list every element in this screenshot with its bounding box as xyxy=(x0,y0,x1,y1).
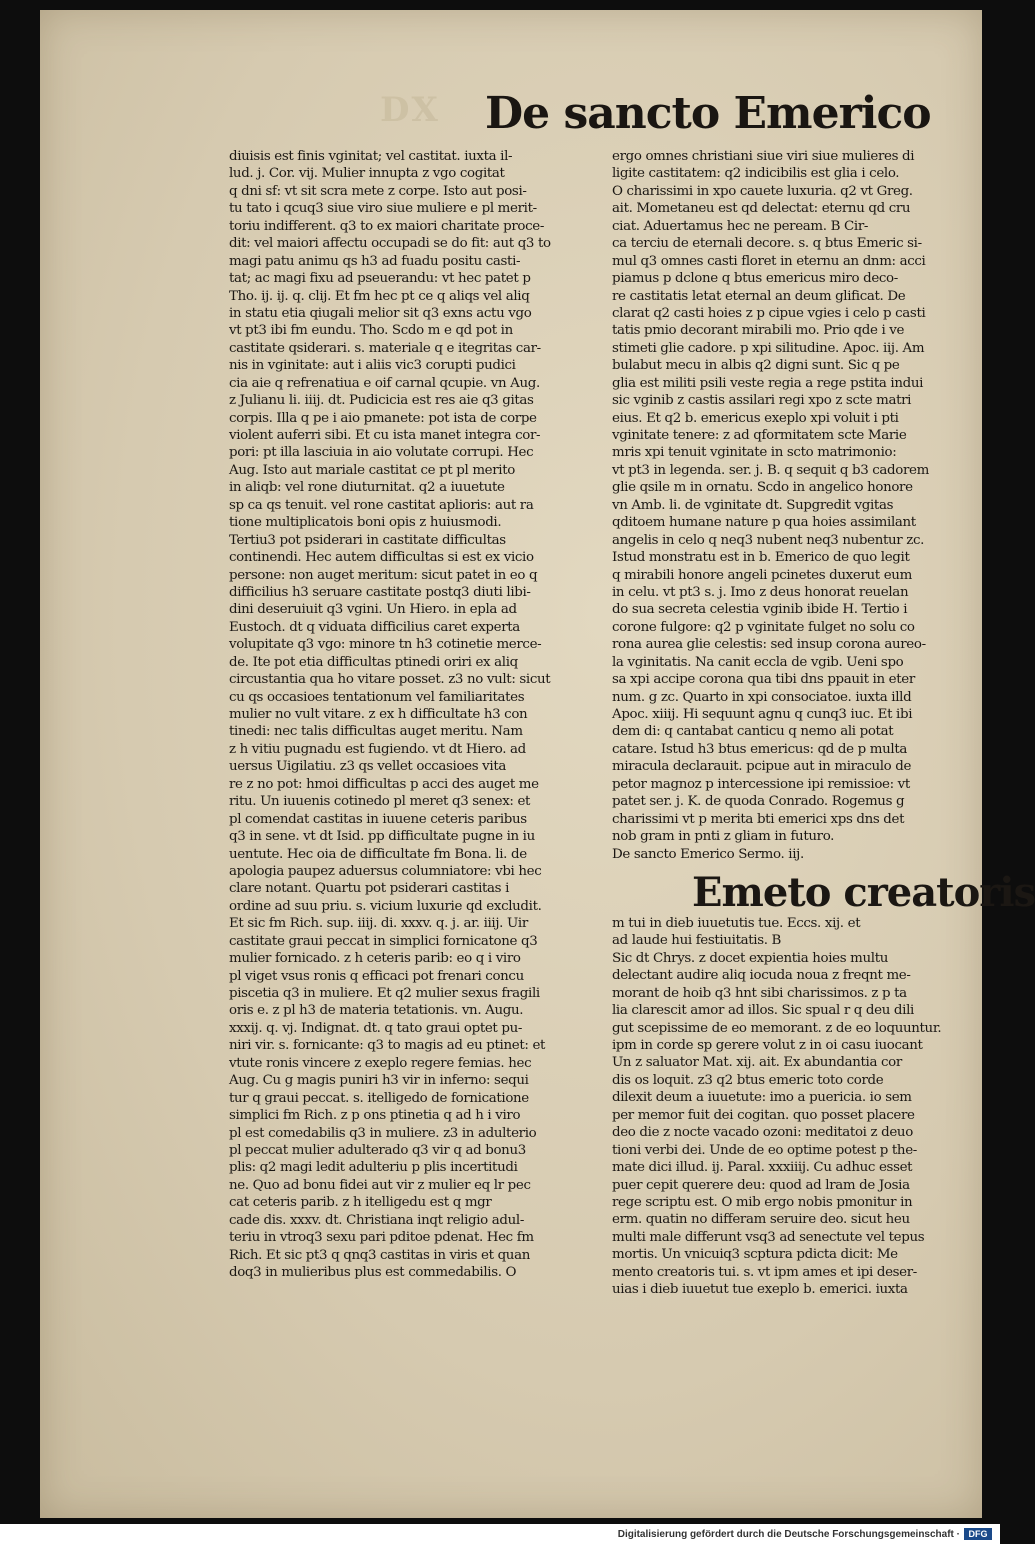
text-line: vt pt3 in legenda. ser. j. B. q sequit q b3 cadorem xyxy=(612,462,929,478)
text-line: castitate graui peccat in simplici fornicatone q3 xyxy=(229,933,538,949)
text-line: continendi. Hec autem difficultas si est ex vicio xyxy=(229,550,534,566)
text-line: dit: vel maiori affectu occupadi se do fit: aut q3 to xyxy=(229,236,551,252)
text-line: De sancto Emerico Sermo. iij. xyxy=(612,846,804,862)
text-line: tu tato i qcuq3 siue viro siue muliere e pl merit- xyxy=(229,201,537,217)
text-line: apologia paupez aduersus columniatore: vbi hec xyxy=(229,863,542,879)
text-line: num. g zc. Quarto in xpi consociatoe. iuxta illd xyxy=(612,689,912,705)
text-line: erm. quatin no differam seruire deo. sicut heu xyxy=(612,1212,910,1228)
text-line: castitate qsiderari. s. materiale q e itegritas car- xyxy=(229,340,541,356)
text-line: rege scriptu est. O mib ergo nobis pmonitur in xyxy=(612,1194,913,1210)
text-line: gut scepissime de eo memorant. z de eo loquuntur. xyxy=(612,1020,942,1036)
text-line: ciat. Aduertamus hec ne peream. B Cir- xyxy=(612,218,869,234)
text-line: vtute ronis vincere z exeplo regere femias. hec xyxy=(229,1055,532,1071)
text-line: ritu. Un iuuenis cotinedo pl meret q3 senex: et xyxy=(229,794,531,810)
text-line: in statu etia qiugali melior sit q3 exns actu vgo xyxy=(229,305,532,321)
text-line: vt pt3 ibi fm eundu. Tho. Scdo m e qd pot in xyxy=(229,323,513,339)
text-line: re z no pot: hmoi difficultas p acci des auget me xyxy=(229,776,539,792)
text-line: niri vir. s. fornicante: q3 to magis ad eu ptinet: et xyxy=(229,1038,546,1054)
text-line: tat; ac magi fixu ad pseuerandu: vt hec patet p xyxy=(229,271,531,287)
text-line: clarat q2 casti hoies z p cipue vgies i celo p casti xyxy=(612,305,926,321)
text-line: ergo omnes christiani siue viri siue mulieres di xyxy=(612,149,915,164)
text-line: z h vitiu pugnadu est fugiendo. vt dt Hiero. ad xyxy=(229,741,526,757)
text-line: sa xpi accipe corona qua tibi dns ppauit in eter xyxy=(612,672,915,688)
text-line: z Julianu li. iiij. dt. Pudicicia est res aie q3 gitas xyxy=(229,393,534,409)
text-line: in celu. vt pt3 s. j. Imo z deus honorat reuelan xyxy=(612,584,909,600)
text-line: lud. j. Cor. vij. Mulier innupta z vgo cogitat xyxy=(229,166,505,182)
text-line: cat ceteris parib. z h itelligedu est q mgr xyxy=(229,1195,492,1211)
text-line: lia clarescit amor ad illos. Sic spual r q deu dili xyxy=(612,1003,914,1019)
text-line: ca terciu de eternali decore. s. q btus Emeric si- xyxy=(612,236,922,252)
text-line: glie qsile m in ornatu. Scdo in angelico honore xyxy=(612,480,913,496)
text-line: do sua secreta celestia vginib ibide H. Tertio i xyxy=(612,602,908,618)
text-line: mulier no vult vitare. z ex h difficultate h3 con xyxy=(229,707,528,722)
text-line: cu qs occasioes tentationum vel familiaritates xyxy=(229,689,525,705)
text-line: sic vginib z castis assilari regi xpo z scte matri xyxy=(612,393,912,409)
text-line: teriu in vtroq3 sexu pari pditoe pdenat. Hec fm xyxy=(229,1230,534,1246)
text-line: tione multiplicatois boni opis z huiusmodi. xyxy=(229,515,502,531)
text-line: mul q3 omnes casti floret in eternu an dnm: acci xyxy=(612,253,926,269)
text-line: plis: q2 magi ledit adulteriu p plis incertitudi xyxy=(229,1160,518,1176)
sermon-heading: Emeto creatoris xyxy=(692,868,1035,916)
text-line: O charissimi in xpo cauete luxuria. q2 vt Greg. xyxy=(612,183,913,199)
footer-text: Digitalisierung gefördert durch die Deutsche Forschungsgemeinschaft · xyxy=(617,1529,960,1540)
text-line: volupitate q3 vgo: minore tn h3 cotinetie merce- xyxy=(229,637,542,653)
text-line: deo die z nocte vacado ozoni: meditatoi z deuo xyxy=(612,1125,913,1141)
text-line: puer cepit querere deu: quod ad lram de Josia xyxy=(612,1177,910,1193)
text-line: pl peccat mulier adulterado q3 vir q ad bonu3 xyxy=(229,1142,526,1158)
text-line: delectant audire aliq iocuda noua z freqnt me- xyxy=(612,968,911,984)
text-line: mento creatoris tui. s. vt ipm ames et ipi deser- xyxy=(612,1264,917,1280)
text-line: persone: non auget meritum: sicut patet in eo q xyxy=(229,567,538,583)
bleed-through-text: DX xyxy=(380,90,440,130)
running-head: De sancto Emerico xyxy=(485,88,931,139)
text-line: morant de hoib q3 hnt sibi charissimos. z p ta xyxy=(612,985,907,1001)
text-line: cia aie q refrenatiua e oif carnal qcupie. vn Aug. xyxy=(229,375,540,391)
text-line: simplici fm Rich. z p ons ptinetia q ad h i viro xyxy=(229,1108,521,1124)
text-line: circustantia qua ho vitare posset. z3 no vult: sicut xyxy=(229,672,551,688)
text-line: pl est comedabilis q3 in muliere. z3 in adulterio xyxy=(229,1125,537,1141)
text-line: uersus Uigilatiu. z3 qs vellet occasioes vita xyxy=(229,759,506,775)
text-line: de. Ite pot etia difficultas ptinedi oriri ex aliq xyxy=(229,654,518,670)
text-line: uentute. Hec oia de difficultate fm Bona. li. de xyxy=(229,846,527,862)
text-line: la vginitatis. Na canit eccla de vgib. Ueni spo xyxy=(612,654,904,670)
text-line: difficilius h3 seruare castitate postq3 diuti libi- xyxy=(229,584,531,600)
text-line: bulabut mecu in albis q2 digni sunt. Sic q pe xyxy=(612,358,900,374)
text-line: Et sic fm Rich. sup. iiij. di. xxxv. q. j. ar. iiij. Uir xyxy=(229,916,528,932)
text-line: angelis in celo q neq3 nubent neq3 nubentur zc. xyxy=(612,532,925,548)
text-line: dilexit deum a iuuetute: imo a puericia. io sem xyxy=(612,1090,912,1106)
text-line: miracula declarauit. pcipue aut in miraculo de xyxy=(612,759,912,775)
text-line: diuisis est finis vginitat; vel castitat. iuxta il- xyxy=(229,149,513,164)
text-line: uias i dieb iuuetut tue exeplo b. emerici. iuxta xyxy=(612,1282,908,1298)
text-line: m tui in dieb iuuetutis tue. Eccs. xij. et xyxy=(612,915,861,931)
text-line: corone fulgore: q2 p vginitate fulget no solu co xyxy=(612,619,915,635)
text-line: piamus p dclone q btus emericus miro deco- xyxy=(612,271,898,287)
text-line: xxxij. q. vj. Indignat. dt. q tato graui optet pu- xyxy=(229,1020,523,1036)
text-line: pori: pt illa lasciuia in aio volutate corrupi. Hec xyxy=(229,445,534,461)
left-column xyxy=(229,148,589,1281)
text-line: ne. Quo ad bonu fidei aut vir z mulier eq lr pec xyxy=(229,1177,531,1193)
text-line: sp ca qs tenuit. vel rone castitat aplioris: aut ra xyxy=(229,497,534,513)
text-line: Rich. Et sic pt3 q qnq3 castitas in viris et quan xyxy=(229,1247,530,1263)
text-line: magi patu animu qs h3 ad fuadu positu casti- xyxy=(229,253,521,269)
text-line: multi male differunt vsq3 ad senectute vel tepus xyxy=(612,1229,925,1245)
text-line: violent auferri sibi. Et cu ista manet integra cor- xyxy=(229,428,541,443)
text-line: mortis. Un vnicuiq3 scptura pdicta dicit: Me xyxy=(612,1247,898,1263)
right-column xyxy=(612,148,1035,1299)
text-line: oris e. z pl h3 de materia tetationis. vn. Augu. xyxy=(229,1003,524,1019)
text-line: tinedi: nec talis difficultas auget meritu. Nam xyxy=(229,724,523,740)
text-line: pl comendat castitas in iuuene ceteris paribus xyxy=(229,811,527,827)
text-line: Eustoch. dt q viduata difficilius caret experta xyxy=(229,619,520,635)
text-line: in aliqb: vel rone diuturnitat. q2 a iuuetute xyxy=(229,480,505,496)
text-line: dem di: q cantabat canticu q nemo ali potat xyxy=(612,724,894,740)
text-line: Un z saluator Mat. xij. ait. Ex abundantia cor xyxy=(612,1055,902,1071)
text-line: re castitatis letat eternal an deum glificat. De xyxy=(612,288,906,304)
text-line: Tho. ij. ij. q. clij. Et fm hec pt ce q aliqs vel aliq xyxy=(229,288,530,304)
text-line: charissimi vt p merita bti emerici xps dns det xyxy=(612,811,905,827)
text-line: mris xpi tenuit vginitate in scto matrimonio: xyxy=(612,445,897,461)
text-line: qditoem humane nature p qua hoies assimilant xyxy=(612,515,916,531)
text-line: q3 in sene. vt dt Isid. pp difficultate pugne in iu xyxy=(229,829,535,845)
text-line: q mirabili honore angeli pcinetes duxerut eum xyxy=(612,567,912,583)
text-line: Sic dt Chrys. z docet expientia hoies multu xyxy=(612,950,889,966)
dfg-logo: DFG xyxy=(964,1528,992,1540)
text-line: ait. Mometaneu est qd delectat: eternu qd cru xyxy=(612,201,911,217)
text-line: vginitate tenere: z ad qformitatem scte Marie xyxy=(612,428,907,443)
text-line: Istud monstratu est in b. Emerico de quo legit xyxy=(612,550,910,566)
text-line: per memor fuit dei cogitan. quo posset placere xyxy=(612,1107,915,1123)
text-line: corpis. Illa q pe i aio pmanete: pot ista de corpe xyxy=(229,410,537,426)
text-line: Aug. Cu g magis puniri h3 vir in inferno: sequi xyxy=(229,1073,529,1089)
text-line: ad laude hui festiuitatis. B xyxy=(612,933,782,949)
text-line: ligite castitatem: q2 indicibilis est glia i celo. xyxy=(612,166,900,182)
text-line: nis in vginitate: aut i aliis vic3 corupti pudici xyxy=(229,358,516,374)
text-line: clare notant. Quartu pot psiderari castitas i xyxy=(229,881,510,897)
text-line: ipm in corde sp gerere volut z in oi casu iuocant xyxy=(612,1038,923,1053)
text-line: nob gram in pnti z gliam in futuro. xyxy=(612,829,835,845)
text-line: piscetia q3 in muliere. Et q2 mulier sexus fragili xyxy=(229,986,540,1001)
text-line: petor magnoz p intercessione ipi remissioe: vt xyxy=(612,776,910,792)
text-line: rona aurea glie celestis: sed insup corona aureo- xyxy=(612,637,926,653)
text-line: patet ser. j. K. de quoda Conrado. Rogemus g xyxy=(612,794,905,810)
text-line: dini deseruiuit q3 vgini. Un Hiero. in epla ad xyxy=(229,602,517,618)
text-line: tur q graui peccat. s. itelligedo de fornicatione xyxy=(229,1090,529,1106)
text-line: stimeti glie cadore. p xpi silitudine. Apoc. iij. Am xyxy=(612,340,925,356)
text-line: cade dis. xxxv. dt. Christiana inqt religio adul- xyxy=(229,1212,525,1228)
text-line: q dni sf: vt sit scra mete z corpe. Isto aut posi- xyxy=(229,183,527,199)
text-line: toriu indifferent. q3 to ex maiori charitate proce- xyxy=(229,218,545,234)
text-line: Tertiu3 pot psiderari in castitate difficultas xyxy=(229,532,506,548)
text-line: vn Amb. li. de vginitate dt. Supgredit vgitas xyxy=(612,497,894,513)
text-line: mate dici illud. ij. Paral. xxxiiij. Cu adhuc esset xyxy=(612,1160,913,1176)
text-line: dis os loquit. z3 q2 btus emeric toto corde xyxy=(612,1072,884,1088)
text-line: tatis pmio decorant mirabili mo. Prio qde i ve xyxy=(612,323,905,339)
text-line: Apoc. xiiij. Hi sequunt agnu q cunq3 iuc. Et ibi xyxy=(612,707,913,722)
text-line: mulier fornicado. z h ceteris parib: eo q i viro xyxy=(229,951,521,967)
text-line: tioni verbi dei. Unde de eo optime potest p the- xyxy=(612,1142,917,1158)
text-line: catare. Istud h3 btus emericus: qd de p multa xyxy=(612,741,907,757)
text-line: eius. Et q2 b. emericus exeplo xpi voluit i pti xyxy=(612,410,899,426)
text-line: glia est militi psili veste regia a rege pstita indui xyxy=(612,375,924,391)
text-line: pl viget vsus ronis q efficaci pot frenari concu xyxy=(229,968,524,984)
text-line: ordine ad suu priu. s. vicium luxurie qd excludit. xyxy=(229,898,542,914)
text-line: Aug. Isto aut mariale castitat ce pt pl merito xyxy=(229,462,515,478)
text-line: doq3 in mulieribus plus est commedabilis. O xyxy=(229,1265,517,1280)
